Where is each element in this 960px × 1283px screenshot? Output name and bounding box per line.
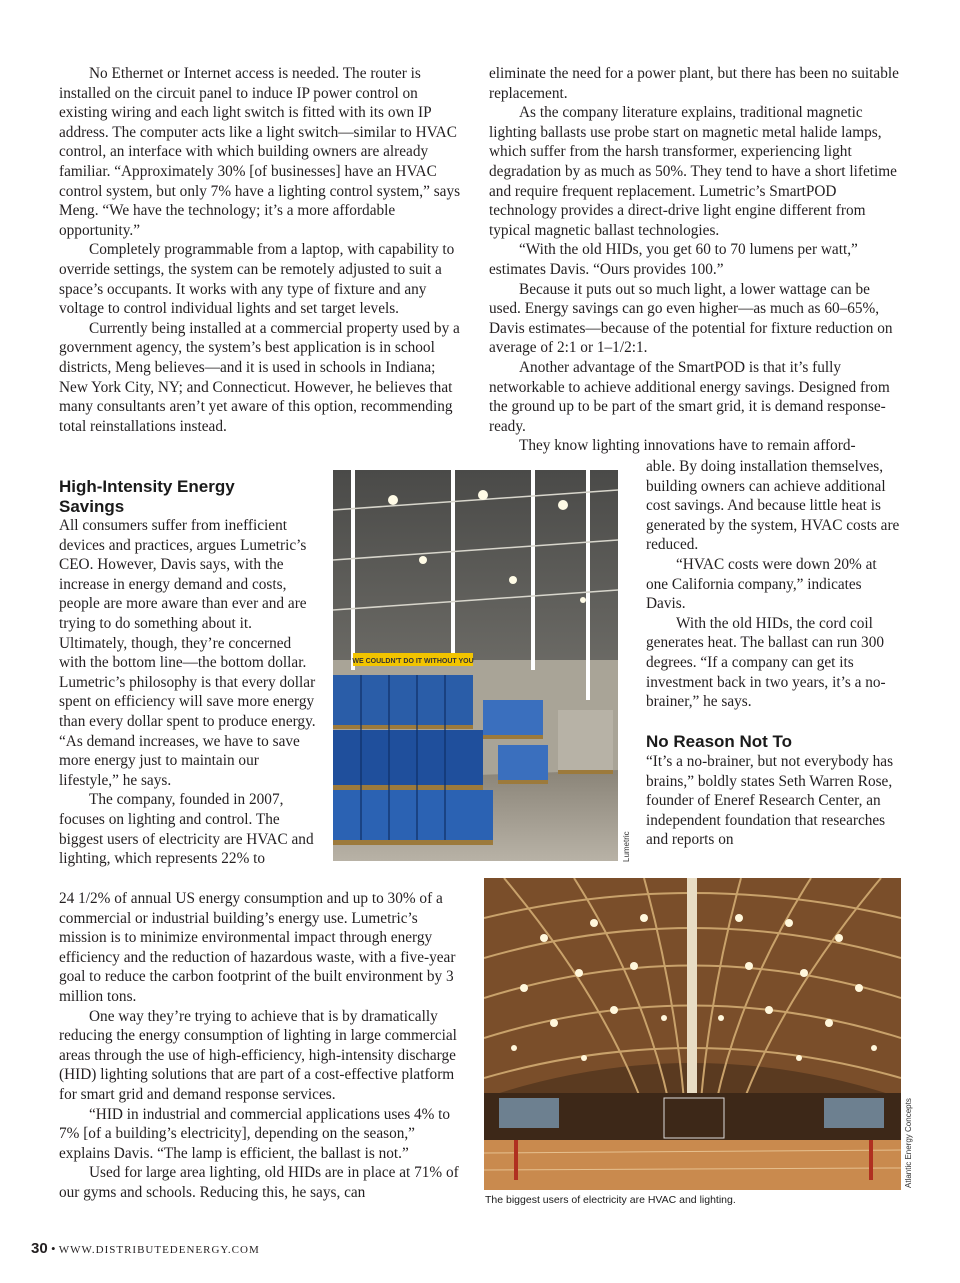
- warehouse-banner-text: WE COULDN'T DO IT WITHOUT YOU: [352, 658, 474, 665]
- col2-no-reason-text: [646, 752, 902, 850]
- col1-bottom-text: [59, 889, 467, 1203]
- paragraph: “With the old HIDs, you get 60 to 70 lumens per watt,” estimates Davis. “Ours provides 100.”: [489, 241, 858, 278]
- paragraph: “HVAC costs were down 20% at one California company,” indicates Davis.: [646, 555, 877, 613]
- paragraph: No Ethernet or Internet access is needed. The router is installed on the circuit panel to induce IP power control on existing wiring and each light switch is fitted with its own IP address. The computer acts like a light switch—similar to HVAC control, an interface with which building owners are already familiar. “Approximately 30% [of businesses] have an HVAC control system, but only 7% have a lighting control system,” says Meng. “We have the technology; it’s a more affordable opportunity.”: [59, 65, 461, 239]
- photo-caption: The biggest users of electricity are HVAC and lighting.: [485, 1194, 736, 1206]
- section-heading-high-intensity: High-Intensity Energy Savings: [59, 477, 235, 516]
- col1-narrow-text: [59, 516, 321, 869]
- paragraph: The company, founded in 2007, focuses on lighting and control. The biggest users of electricity are HVAC and lighting, which represents 22% to: [59, 791, 314, 868]
- paragraph: Used for large area lighting, old HIDs are in place at 71% of our gyms and schools. Reducing this, he says, can: [59, 1164, 459, 1201]
- paragraph: All consumers suffer from inefficient devices and practices, argues Lumetric’s CEO. However, Davis says, with the increase in energy demand and costs, people are more aware than ever and are trying to do something about it. Ultimately, though, they’re concerned with the bottom line—the bottom dollar. Lumetric’s philosophy is that every dollar spent on efficiency will save more energy than every dollar spent to produce energy. “As demand increases, we have to save more energy just to maintain our lifestyle,” he says.: [59, 517, 316, 789]
- paragraph: Completely programmable from a laptop, with capability to override settings, the system can be remotely adjusted to suit a space’s occupants. It works with any type of fixture and any voltage to control individual lights and set target levels.: [59, 241, 455, 318]
- paragraph: eliminate the need for a power plant, but there has been no suitable replacement.: [489, 65, 899, 102]
- photo-credit-lumetric: Lumetric: [622, 831, 631, 862]
- col2-narrow-text: [646, 457, 902, 712]
- paragraph: They know lighting innovations have to remain afford-: [519, 437, 856, 455]
- warehouse-illustration: [333, 470, 618, 861]
- paragraph: 24 1/2% of annual US energy consumption and up to 30% of a commercial or industrial building’s energy use. Lumetric’s mission is to minimize environmental impact through energy efficiency and the reduction of hazardous waste, with a five-year goal to reduce the carbon footprint of the built environment by 3 million tons.: [59, 890, 456, 1005]
- paragraph: Because it puts out so much light, a lower wattage can be used. Energy savings can go even higher—as much as 60–65%, Davis estimates—because of the potential for fixture reduction on average of 2:1 or 1–1/2:1.: [489, 280, 893, 357]
- footer-url: WWW.DISTRIBUTEDENERGY.COM: [58, 1244, 260, 1256]
- paragraph: “It’s a no-brainer, but not everybody has brains,” boldly states Seth Warren Rose, founder of Eneref Research Center, an independent foundation that researches and reports on: [646, 753, 894, 849]
- paragraph: Currently being installed at a commercial property used by a government agency, the system’s best application is in school districts, Meng believes—and it is used in schools in Indiana; New York City, NY; and Connecticut. However, he believes that many consultants aren’t yet aware of this option, recommending total reinstallations instead.: [59, 319, 460, 435]
- paragraph: As the company literature explains, traditional magnetic lighting ballasts use probe start on magnetic metal halide lamps, which suffer from the harsh transformer, experiencing light degradation by as much as 50%. They tend to have a short lifetime and require frequent replacement. Lumetric’s SmartPOD technology provides a direct-drive light engine different from typical magnetic ballast technologies.: [489, 104, 897, 239]
- paragraph: With the old HIDs, the cord coil generates heat. The ballast can run 300 degrees. “If a company can get its investment back in two years, it’s a no-brainer,” he says.: [646, 614, 886, 711]
- paragraph: able. By doing installation themselves, building owners can achieve additional cost savings. And because little heat is generated by the system, HVAC costs are reduced.: [646, 458, 900, 554]
- section-heading-no-reason: No Reason Not To: [646, 732, 793, 751]
- warehouse-photo: [333, 470, 618, 861]
- paragraph: “HID in industrial and commercial applications uses 4% to 7% [of a building’s electricity], depending on the season,” explains Davis. “The lamp is efficient, the ballast is not.”: [59, 1105, 451, 1162]
- footer-bullet: •: [50, 1241, 56, 1256]
- page-footer: [31, 1240, 260, 1257]
- paragraph: Another advantage of the SmartPOD is that it’s fully networkable to achieve additional energy savings. Designed from the ground up to be part of the smart grid, it is demand response-ready.: [489, 358, 890, 435]
- page-number: 30: [31, 1240, 48, 1257]
- col2-top-text: [489, 64, 902, 456]
- col1-top-text: [59, 64, 467, 436]
- gymnasium-photo: [484, 878, 901, 1190]
- paragraph: One way they’re trying to achieve that is by dramatically reducing the energy consumption of lighting in large commercial areas through the use of high-efficiency, high-intensity discharge (HID) lighting solutions that are part of a cost-effective platform for smart grid and demand response services.: [59, 1007, 457, 1103]
- photo-credit-atlantic: Atlantic Energy Concepts: [904, 1098, 913, 1188]
- gymnasium-illustration: [484, 878, 901, 1190]
